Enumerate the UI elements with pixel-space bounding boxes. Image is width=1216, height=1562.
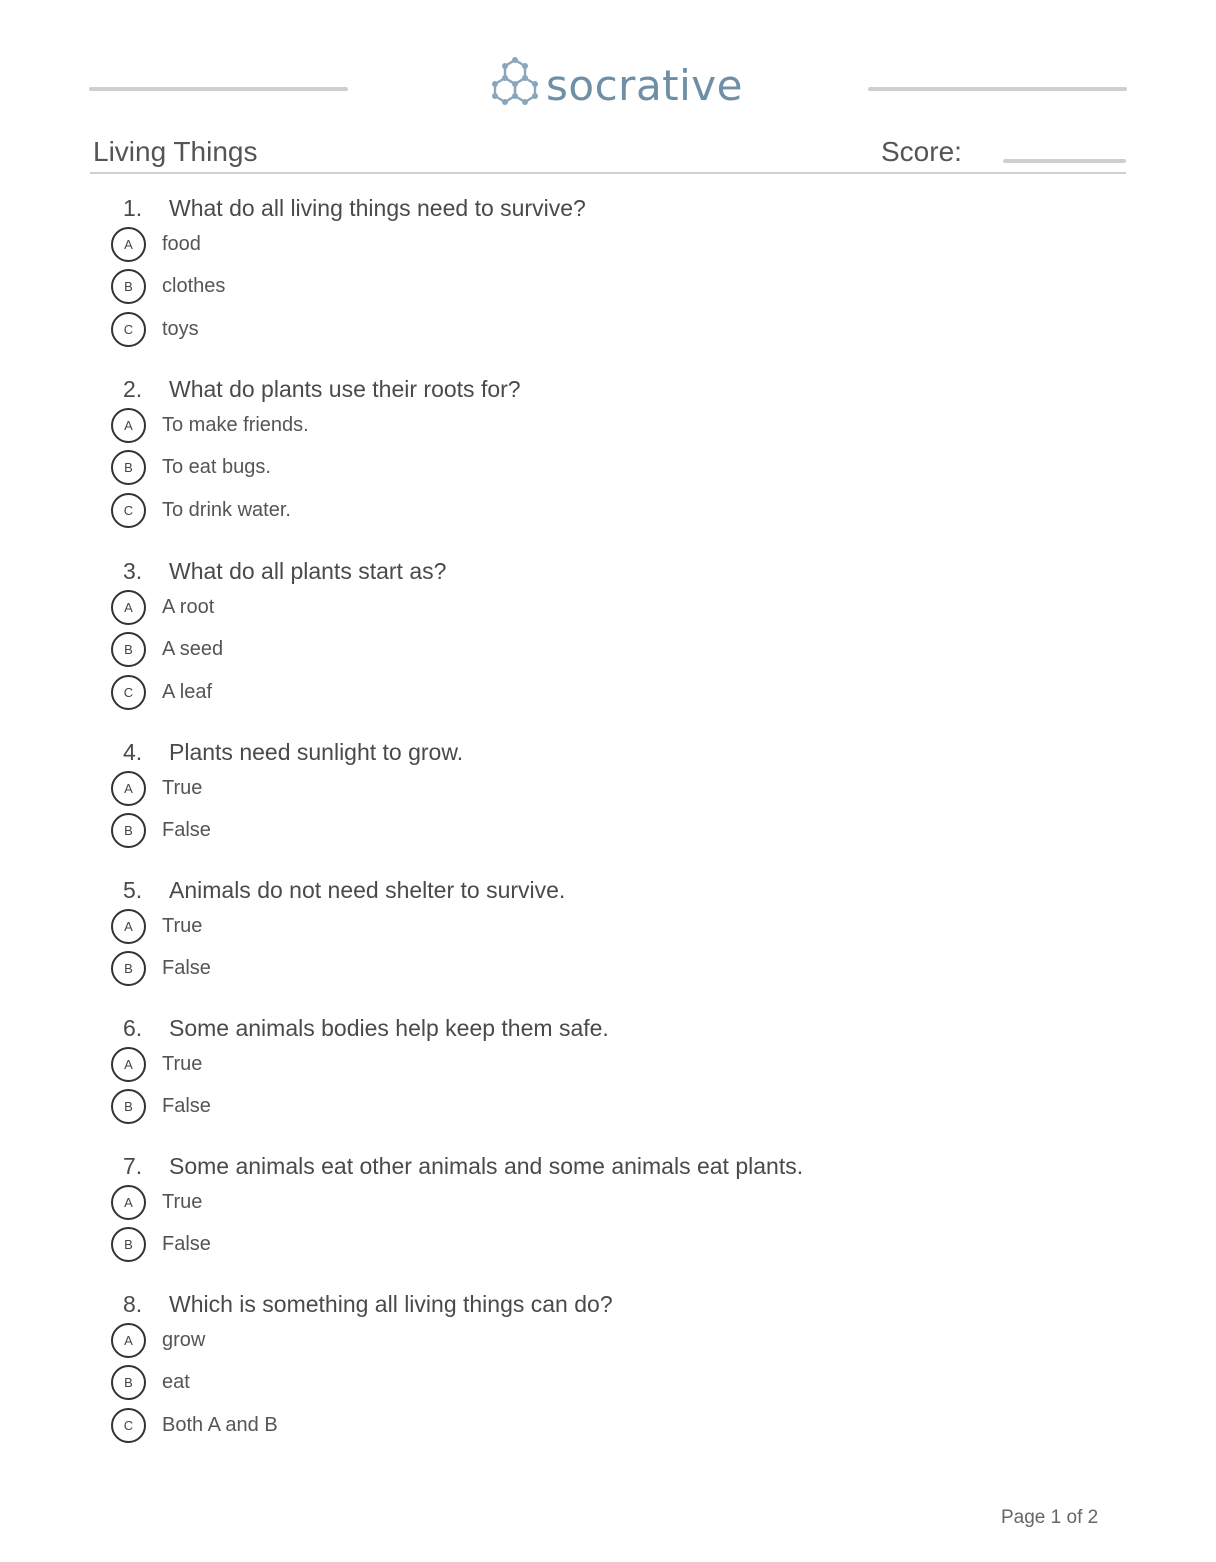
answer-option[interactable] [0, 493, 1216, 533]
question-number: 3. [123, 558, 143, 584]
question-text: Which is something all living things can do? [169, 1291, 613, 1317]
answer-option[interactable] [0, 269, 1216, 309]
answer-bubble[interactable]: A [111, 771, 146, 806]
answer-option[interactable] [0, 1227, 1216, 1267]
answer-option[interactable] [0, 1089, 1216, 1129]
answer-text: True [162, 915, 203, 937]
answer-bubble[interactable]: B [111, 269, 146, 304]
answer-bubble[interactable]: C [111, 312, 146, 347]
answer-option[interactable] [0, 312, 1216, 352]
answer-bubble[interactable]: A [111, 1185, 146, 1220]
question-text: What do all plants start as? [169, 558, 447, 584]
question-number: 8. [123, 1291, 143, 1317]
question-number: 5. [123, 877, 143, 903]
answer-option[interactable] [0, 771, 1216, 811]
question-text: Plants need sunlight to grow. [169, 739, 464, 765]
answer-bubble[interactable]: A [111, 1323, 146, 1358]
answer-option[interactable] [0, 951, 1216, 991]
question-number: 4. [123, 739, 143, 765]
answer-option[interactable] [0, 590, 1216, 630]
answer-text: toys [162, 318, 199, 340]
answer-text: False [162, 957, 211, 979]
answer-text: False [162, 819, 211, 841]
answer-bubble[interactable]: C [111, 493, 146, 528]
answer-bubble[interactable]: B [111, 1227, 146, 1262]
question-text: What do plants use their roots for? [169, 376, 521, 402]
page-number: Page 1 of 2 [1001, 1507, 1099, 1528]
question-text: Animals do not need shelter to survive. [169, 877, 566, 903]
answer-option[interactable] [0, 227, 1216, 267]
answer-bubble[interactable]: A [111, 909, 146, 944]
question-text: Some animals bodies help keep them safe. [169, 1015, 609, 1041]
answer-text: A root [162, 596, 215, 618]
answer-text: To drink water. [162, 499, 291, 521]
answer-option[interactable] [0, 1365, 1216, 1405]
answer-text: clothes [162, 275, 226, 297]
answer-option[interactable] [0, 1185, 1216, 1225]
question-number: 2. [123, 376, 143, 402]
hexagon-cluster-icon [488, 56, 542, 116]
answer-text: A seed [162, 638, 224, 660]
answer-bubble[interactable]: B [111, 951, 146, 986]
answer-text: A leaf [162, 681, 213, 703]
answer-bubble[interactable]: C [111, 1408, 146, 1443]
question-number: 7. [123, 1153, 143, 1179]
question-number: 6. [123, 1015, 143, 1041]
answer-bubble[interactable]: A [111, 1047, 146, 1082]
header-rule-right [868, 87, 1127, 91]
title-divider [90, 172, 1126, 174]
question-text: What do all living things need to survive? [169, 195, 586, 221]
answer-text: True [162, 1053, 203, 1075]
answer-bubble[interactable]: A [111, 590, 146, 625]
answer-text: True [162, 777, 203, 799]
answer-option[interactable] [0, 450, 1216, 490]
answer-text: False [162, 1233, 211, 1255]
score-label: Score: [881, 136, 962, 167]
answer-option[interactable] [0, 408, 1216, 448]
answer-text: False [162, 1095, 211, 1117]
answer-text: Both A and B [162, 1414, 278, 1436]
answer-bubble[interactable]: A [111, 227, 146, 262]
answer-option[interactable] [0, 1408, 1216, 1448]
answer-bubble[interactable]: B [111, 1089, 146, 1124]
question-text: Some animals eat other animals and some animals eat plants. [169, 1153, 804, 1179]
answer-option[interactable] [0, 813, 1216, 853]
answer-option[interactable] [0, 909, 1216, 949]
answer-bubble[interactable]: B [111, 813, 146, 848]
answer-text: eat [162, 1371, 190, 1393]
answer-text: To make friends. [162, 414, 309, 436]
answer-text: True [162, 1191, 203, 1213]
answer-option[interactable] [0, 632, 1216, 672]
question-number: 1. [123, 195, 143, 221]
socrative-logo [488, 56, 743, 116]
score-entry-line [1003, 159, 1126, 163]
answer-bubble[interactable]: B [111, 632, 146, 667]
answer-text: grow [162, 1329, 206, 1351]
answer-bubble[interactable]: B [111, 450, 146, 485]
logo-wordmark: socrative [546, 61, 744, 110]
answer-bubble[interactable]: B [111, 1365, 146, 1400]
answer-bubble[interactable]: A [111, 408, 146, 443]
answer-option[interactable] [0, 1047, 1216, 1087]
answer-text: To eat bugs. [162, 456, 271, 478]
answer-bubble[interactable]: C [111, 675, 146, 710]
answer-option[interactable] [0, 675, 1216, 715]
answer-option[interactable] [0, 1323, 1216, 1363]
header-rule-left [89, 87, 348, 91]
quiz-title: Living Things [93, 136, 258, 167]
answer-text: food [162, 233, 201, 255]
